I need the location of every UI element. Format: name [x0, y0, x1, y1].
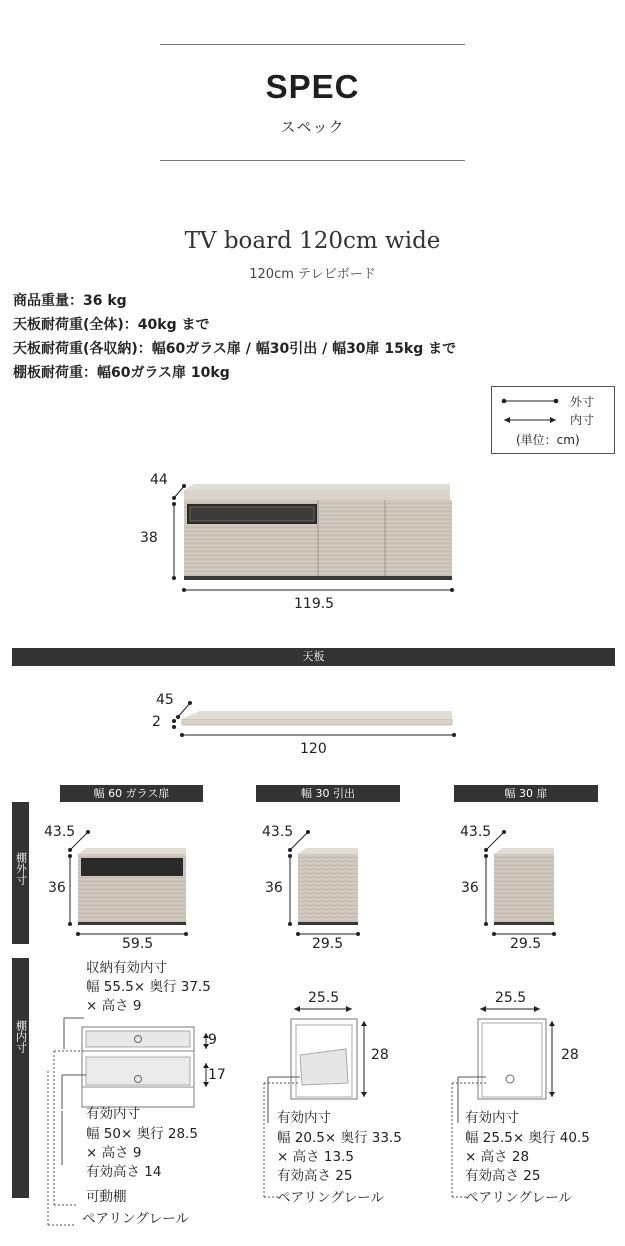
dimension-legend — [491, 386, 615, 454]
door-inner-height: 28 — [561, 1047, 579, 1063]
glass-upper-height: 9 — [208, 1032, 217, 1048]
drawer-inner-width: 25.5 — [308, 990, 340, 1006]
door-effective-depth: × 高さ 28 — [465, 1149, 530, 1165]
unit-door-depth: 43.5 — [460, 824, 492, 840]
top-board-drawing — [160, 695, 460, 740]
top-board-thickness: 2 — [152, 714, 161, 730]
glass-effective-depth: × 高さ 9 — [86, 1145, 142, 1161]
unit-drawer-width: 29.5 — [312, 936, 344, 952]
main-height: 38 — [140, 530, 158, 546]
page-subtitle: スペック — [280, 118, 345, 136]
unit-drawer-depth: 43.5 — [262, 824, 294, 840]
door-effective-heading: 有効内寸 — [465, 1110, 519, 1126]
main-width: 119.5 — [294, 596, 335, 612]
product-subtitle: 120cm テレビボード — [249, 267, 376, 282]
unit-drawer-drawing — [280, 820, 370, 940]
spec-top-load: 天板耐荷重(全体)：40kg まで — [13, 317, 210, 333]
door-inner-width: 25.5 — [495, 990, 527, 1006]
glass-pairing-rail: ペアリングレール — [82, 1211, 189, 1227]
glass-movable-shelf: 可動棚 — [86, 1189, 127, 1205]
legend-arrows-icon — [500, 395, 560, 429]
side-tab-outer: 棚外寸 — [12, 802, 29, 944]
unit-glass-drawing — [60, 820, 210, 940]
spec-storage-load: 天板耐荷重(各収納)：幅60ガラス扉 / 幅30引出 / 幅30扉 15kg まで — [13, 341, 457, 357]
legend-inner-label: 内寸 — [570, 413, 595, 427]
glass-effective-heading: 有効内寸 — [86, 1106, 140, 1122]
door-effective-size: 幅 25.5× 奥行 40.5 — [465, 1130, 590, 1146]
drawer-effective-size: 幅 20.5× 奥行 33.5 — [277, 1130, 402, 1146]
header-divider-top — [160, 44, 465, 45]
header-divider-bottom — [160, 160, 465, 161]
unit-drawer-height: 36 — [265, 880, 283, 896]
spec-shelf-load: 棚板耐荷重：幅60ガラス扉 10kg — [13, 365, 230, 381]
door-pairing-rail: ペアリングレール — [465, 1190, 572, 1206]
section-top-board: 天板 — [12, 648, 615, 666]
glass-effective-height: 有効高さ 14 — [86, 1164, 162, 1180]
glass-storage-size: 幅 55.5× 奥行 37.5 — [86, 979, 211, 995]
legend-unit: (単位：cm) — [516, 433, 580, 447]
product-title: TV board 120cm wide — [184, 228, 441, 254]
page-title: SPEC — [265, 68, 360, 105]
top-board-width: 120 — [300, 741, 327, 757]
glass-lower-height: 17 — [208, 1067, 226, 1083]
spec-weight: 商品重量：36 kg — [13, 293, 127, 309]
legend-outer-label: 外寸 — [570, 395, 595, 409]
glass-storage-heading: 収納有効内寸 — [86, 960, 167, 976]
unit-glass-depth: 43.5 — [44, 824, 76, 840]
glass-effective-size: 幅 50× 奥行 28.5 — [86, 1126, 198, 1142]
unit-door-width: 29.5 — [510, 936, 542, 952]
drawer-pairing-rail: ペアリングレール — [277, 1190, 384, 1206]
drawer-inner-height: 28 — [371, 1047, 389, 1063]
unit-label-door: 幅 30 扉 — [454, 785, 598, 802]
door-effective-height: 有効高さ 25 — [465, 1168, 541, 1184]
drawer-effective-height: 有効高さ 25 — [277, 1168, 353, 1184]
glass-storage-height: × 高さ 9 — [86, 998, 142, 1014]
drawer-effective-depth: × 高さ 13.5 — [277, 1149, 354, 1165]
unit-label-drawer: 幅 30 引出 — [256, 785, 400, 802]
drawer-effective-heading: 有効内寸 — [277, 1110, 331, 1126]
unit-glass-width: 59.5 — [122, 936, 154, 952]
top-board-depth: 45 — [156, 692, 174, 708]
unit-glass-height: 36 — [48, 880, 66, 896]
unit-label-glass: 幅 60 ガラス扉 — [60, 785, 203, 802]
side-tab-inner: 棚内寸 — [12, 958, 29, 1198]
tv-board-drawing — [150, 470, 470, 600]
unit-door-height: 36 — [461, 880, 479, 896]
main-depth: 44 — [150, 472, 168, 488]
